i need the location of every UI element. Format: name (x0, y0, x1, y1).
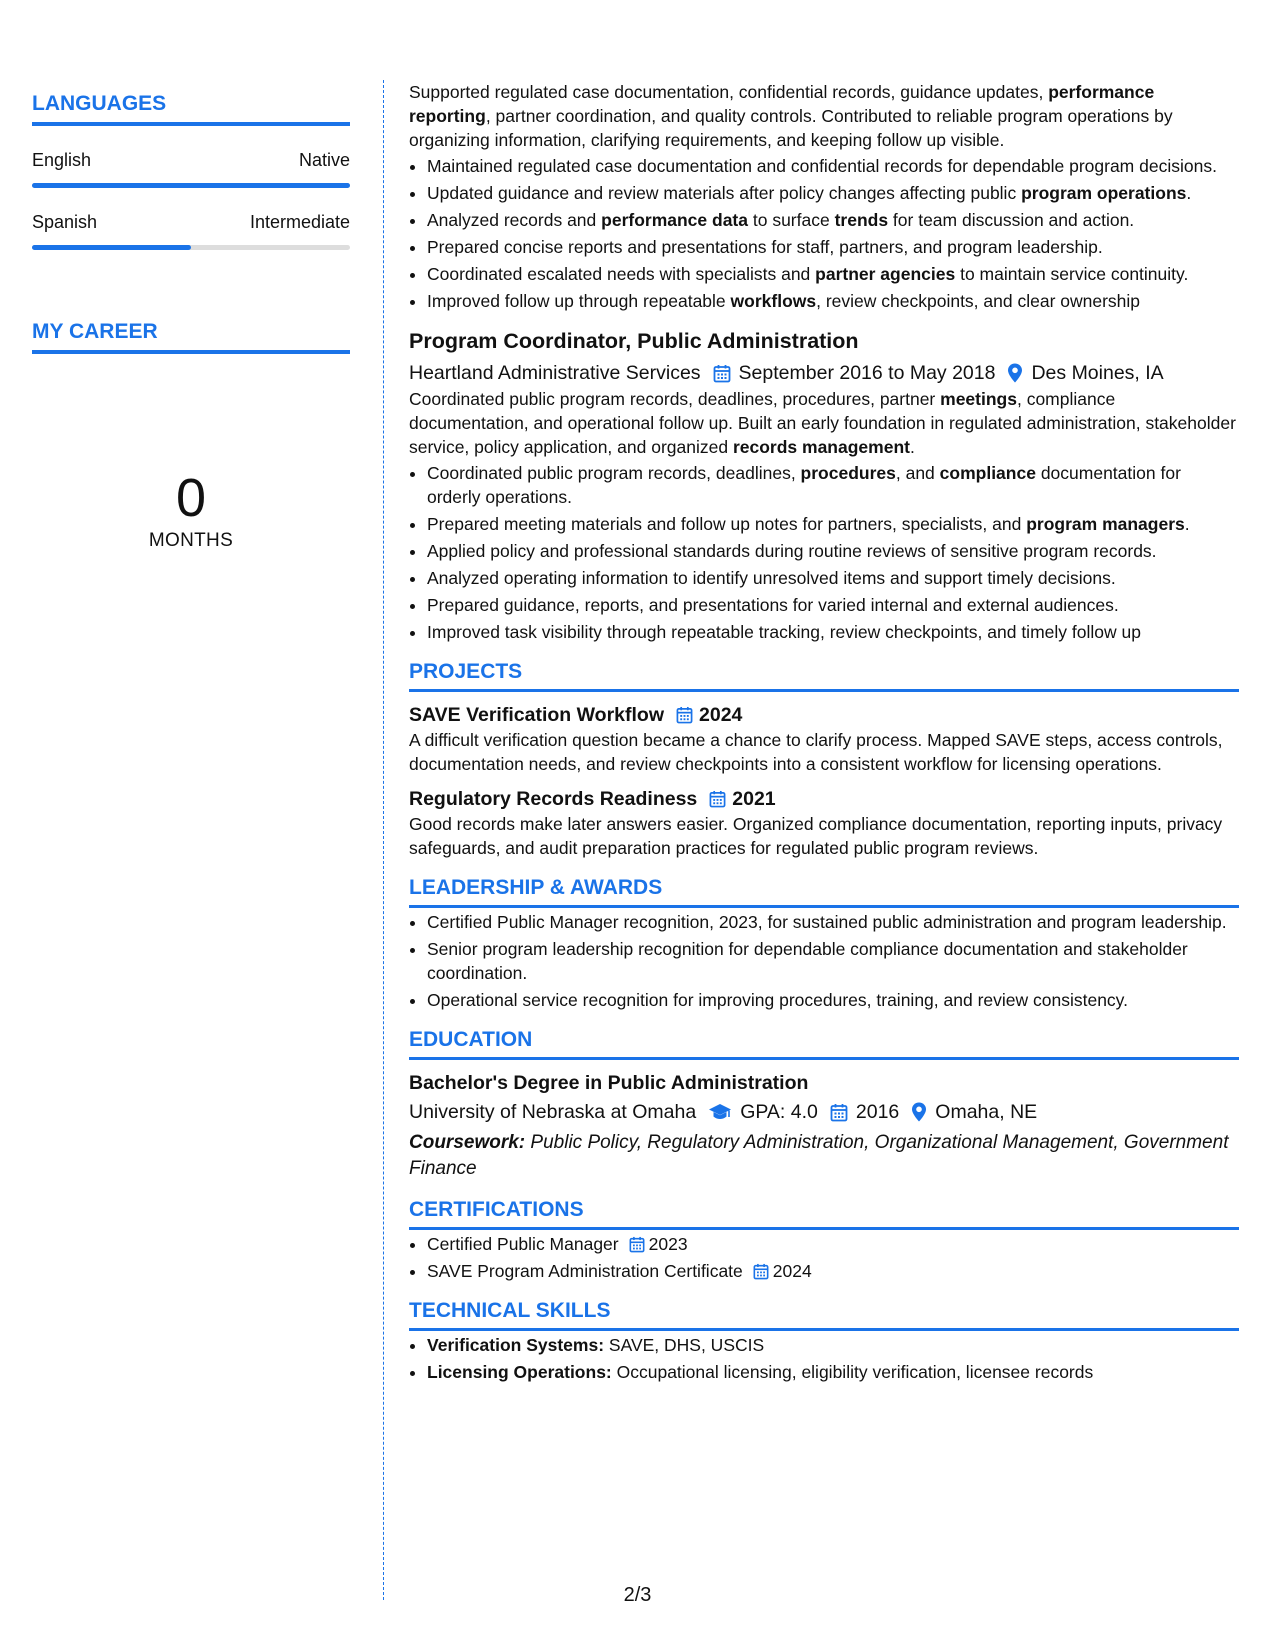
main-content (409, 80, 1239, 1387)
calendar-icon (753, 1263, 769, 1280)
language-name: English (32, 150, 92, 170)
awards-list (409, 910, 1239, 1012)
skills-heading: TECHNICAL SKILLS (409, 1299, 1239, 1331)
coursework (409, 1130, 1239, 1182)
language-name: Spanish (32, 212, 98, 232)
emphasis-text: program operations (1021, 183, 1187, 203)
calendar-icon (830, 1103, 848, 1122)
list-item: • Updated guidance and review materials after policy changes affecting public program operations. (427, 181, 1239, 205)
map-pin-icon (1007, 363, 1023, 383)
career-months-value: 0 (175, 468, 207, 528)
sidebar (32, 92, 350, 552)
career-duration (32, 470, 350, 552)
list-item (427, 1232, 1239, 1256)
skills-list (409, 1333, 1239, 1384)
emphasis-text: compliance (939, 463, 1036, 483)
emphasis-text: meetings (940, 389, 1017, 409)
list-item: • Analyzed operating information to identify unresolved items and support timely decisions. (427, 566, 1239, 590)
list-item (427, 1333, 1239, 1357)
language-level: Intermediate (249, 212, 350, 232)
list-item (427, 1259, 1239, 1283)
project-description: A difficult verification question became a chance to clarify process. Mapped SAVE steps, access controls, documentation needs, and review checkpoints into a consistent workflow for licensing operations. (409, 730, 1223, 774)
emphasis-text: partner agencies (815, 264, 956, 284)
skill-label: Licensing Operations: (427, 1362, 612, 1382)
list-item (427, 1360, 1239, 1384)
page-number: 2/3 (623, 1584, 652, 1606)
certification-name: • Certified Public Manager (427, 1234, 619, 1254)
emphasis-text: program managers (1026, 514, 1185, 534)
list-item: • Operational service recognition for improving procedures, training, and review consistency. (427, 988, 1239, 1012)
degree-title (409, 1070, 1239, 1096)
job-bullets (409, 154, 1239, 313)
skill-label: Verification Systems: (427, 1335, 605, 1355)
map-pin-icon (911, 1102, 927, 1122)
graduation-cap-icon (708, 1103, 732, 1121)
list-item: • Maintained regulated case documentation and confidential records for dependable program decisions. (427, 154, 1239, 178)
list-item: • Senior program leadership recognition for dependable compliance documentation and stakeholder coordination. (427, 937, 1239, 985)
job-company: Heartland Administrative Services (409, 362, 701, 384)
school-location: Omaha, NE (935, 1101, 1038, 1123)
emphasis-text: performance data (601, 210, 748, 230)
list-item: • Prepared meeting materials and follow up notes for partners, specialists, and program managers. (427, 512, 1239, 536)
job-dates: September 2016 to May 2018 (738, 362, 996, 384)
awards-heading: LEADERSHIP & AWARDS (409, 876, 1239, 908)
job-summary: Coordinated public program records, deadlines, procedures, partner meetings, compliance documentation, and operational follow up. Built an early foundation in regulated administration, stakeholder service, policy application, and organized records management. (409, 389, 1236, 457)
language-level: Native (298, 150, 350, 170)
job-bullets (409, 461, 1239, 644)
languages-heading: LANGUAGES (32, 92, 350, 126)
project-item (409, 702, 1239, 776)
list-item: • Prepared guidance, reports, and presentations for varied internal and external audiences. (427, 593, 1239, 617)
list-item: • Analyzed records and performance data to surface trends for team discussion and action. (427, 208, 1239, 232)
career-months-unit: MONTHS (148, 530, 234, 551)
projects-heading: PROJECTS (409, 660, 1239, 692)
coursework-list: Public Policy, Regulatory Administration, Organizational Management, Government Finance (409, 1132, 1229, 1179)
language-item (32, 150, 350, 188)
emphasis-text: trends (834, 210, 889, 230)
project-name: Regulatory Records Readiness (409, 788, 698, 810)
list-item: • Improved follow up through repeatable workflows, review checkpoints, and clear ownership (427, 289, 1239, 313)
project-year: 2024 (699, 704, 743, 726)
certification-year: 2024 (772, 1261, 812, 1281)
calendar-icon (629, 1236, 645, 1253)
list-item: • Coordinated escalated needs with specialists and partner agencies to maintain service continuity. (427, 262, 1239, 286)
project-year: 2021 (732, 788, 776, 810)
project-name: SAVE Verification Workflow (409, 704, 664, 726)
emphasis-text: procedures (800, 463, 896, 483)
certification-year: 2023 (648, 1234, 688, 1254)
emphasis-text: records management (732, 437, 910, 457)
education-meta (409, 1098, 1239, 1126)
job-meta (409, 359, 1239, 387)
language-proficiency-bar (32, 245, 350, 250)
gpa: GPA: 4.0 (740, 1101, 818, 1123)
certifications-list (409, 1232, 1239, 1283)
language-proficiency-bar (32, 183, 350, 188)
graduation-year: 2016 (855, 1101, 900, 1123)
calendar-icon (709, 790, 726, 808)
list-item: • Certified Public Manager recognition, 2023, for sustained public administration and program leadership. (427, 910, 1239, 934)
coursework-label: Coursework: (409, 1132, 526, 1153)
list-item: • Prepared concise reports and presentations for staff, partners, and program leadership. (427, 235, 1239, 259)
project-description: Good records make later answers easier. Organized compliance documentation, reporting inputs, privacy safeguards, and audit preparation practices for regulated public program reviews. (409, 814, 1223, 858)
list-item: • Coordinated public program records, deadlines, procedures, and compliance documentation for orderly operations. (427, 461, 1239, 509)
skill-value: SAVE, DHS, USCIS (604, 1335, 765, 1355)
career-heading: MY CAREER (32, 320, 350, 354)
education-heading: EDUCATION (409, 1028, 1239, 1060)
calendar-icon (713, 364, 731, 383)
calendar-icon (676, 706, 693, 724)
skill-value: Occupational licensing, eligibility verification, licensee records (611, 1362, 1094, 1382)
certifications-heading: CERTIFICATIONS (409, 1198, 1239, 1230)
language-proficiency-fill (32, 183, 350, 188)
list-item: • Applied policy and professional standards during routine reviews of sensitive program records. (427, 539, 1239, 563)
school-name: University of Nebraska at Omaha (409, 1101, 697, 1123)
column-divider (383, 80, 384, 1600)
project-item (409, 786, 1239, 860)
job-location: Des Moines, IA (1031, 362, 1164, 384)
degree-name: Bachelor's Degree in Public Administration (409, 1072, 809, 1094)
language-item (32, 212, 350, 250)
emphasis-text: workflows (730, 291, 817, 311)
job-title: Program Coordinator, Public Administration (409, 329, 859, 353)
emphasis-text: performance reporting (409, 82, 1155, 126)
language-proficiency-fill (32, 245, 191, 250)
certification-name: • SAVE Program Administration Certificate (427, 1261, 743, 1281)
list-item: • Improved task visibility through repeatable tracking, review checkpoints, and timely follow up (427, 620, 1239, 644)
job-summary: Supported regulated case documentation, confidential records, guidance updates, performance reporting, partner coordination, and quality controls. Contributed to reliable program operations by organizing information, clarifying requirements, and keeping follow up visible. (409, 82, 1173, 150)
